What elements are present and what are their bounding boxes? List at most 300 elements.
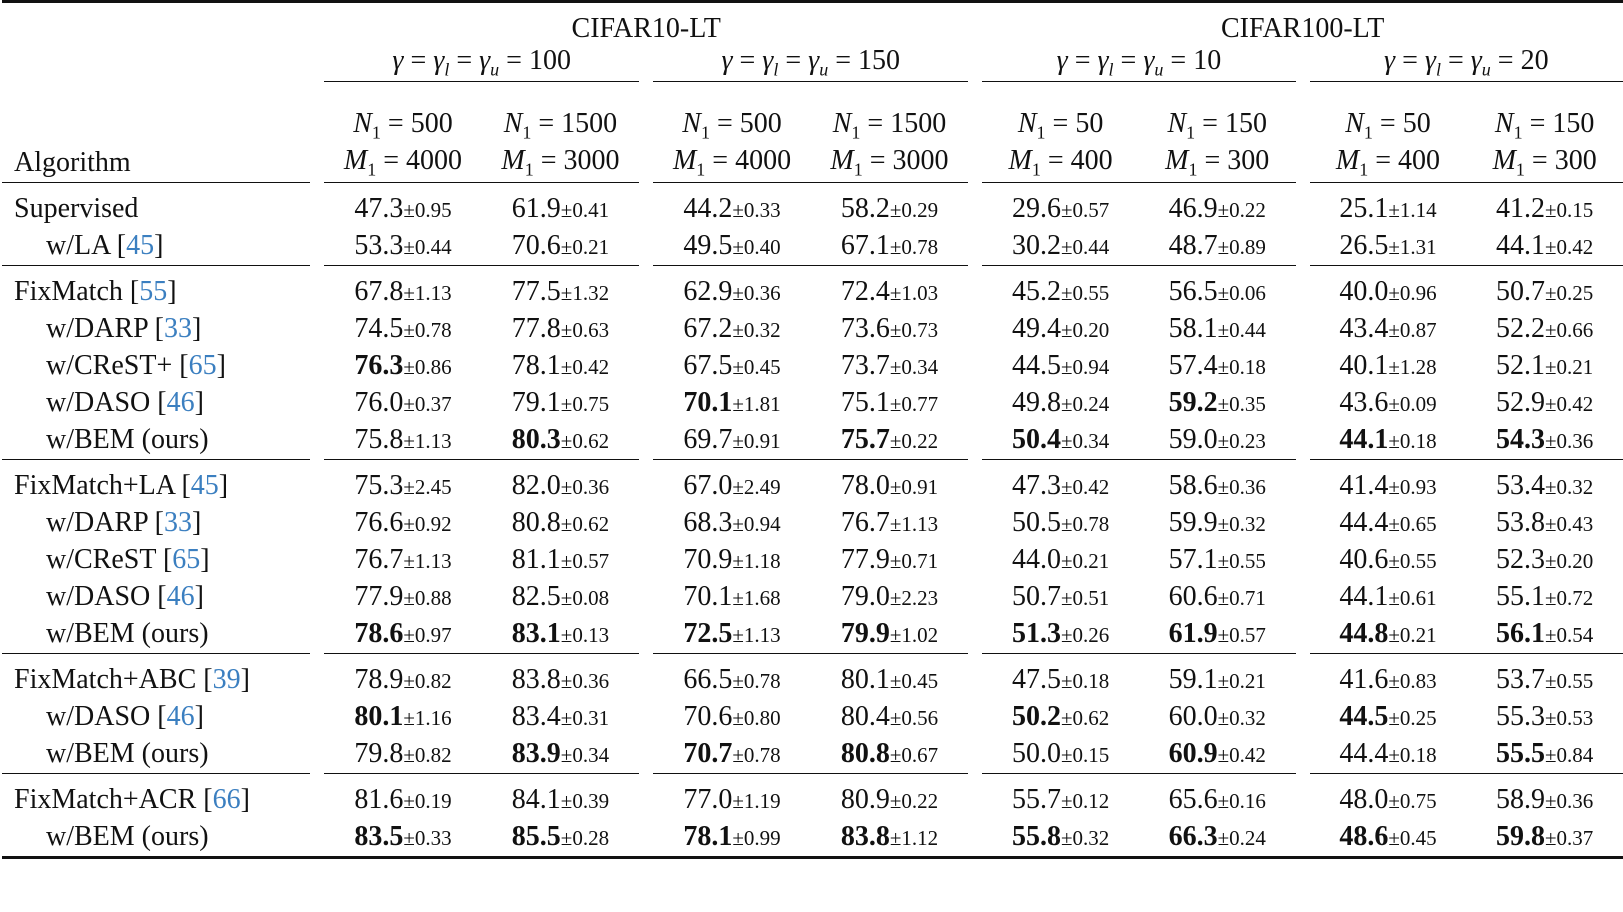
value: 77.9: [840, 544, 890, 576]
value: 75.8: [354, 424, 404, 456]
result-cell: [653, 468, 810, 505]
n1-header: $N_1 = 150$: [1167, 108, 1267, 143]
std-value: ±0.45: [732, 355, 781, 380]
value: 48.7: [1168, 230, 1218, 262]
std-value: ±0.65: [1388, 512, 1437, 537]
table-row: [2, 468, 1623, 505]
std-value: ±0.21: [1544, 355, 1594, 380]
n1-header: $N_1 = 150$: [1494, 108, 1595, 143]
best-value: 50.4: [1011, 424, 1061, 456]
std-value: ±1.13: [732, 623, 781, 648]
result-cell: [1139, 542, 1296, 579]
m1-value: 3000: [892, 144, 949, 176]
best-value: 50.2: [1011, 701, 1061, 733]
m1-value: 300: [1227, 144, 1270, 176]
std-value: ±0.45: [1388, 826, 1437, 851]
value: 82.0: [511, 470, 561, 502]
result-cell: [982, 782, 1139, 819]
std-value: ±0.37: [1544, 826, 1594, 851]
citation-link[interactable]: 39: [212, 664, 241, 696]
value: 49.8: [1011, 387, 1061, 419]
value: 81.1: [511, 544, 561, 576]
result-cell: [482, 505, 639, 542]
table-row: [2, 662, 1623, 699]
value: 72.4: [840, 276, 890, 308]
n1-value: 50: [1075, 108, 1104, 139]
m1-header: $M_1 = 300$: [1492, 144, 1597, 180]
value: 41.4: [1339, 470, 1389, 502]
std-value: ±0.22: [889, 789, 939, 814]
value: 62.9: [683, 276, 733, 308]
citation-link[interactable]: 55: [139, 276, 168, 308]
std-value: ±0.25: [1544, 281, 1594, 306]
value: 53.4: [1495, 470, 1545, 502]
std-value: ±0.15: [1060, 743, 1110, 768]
value: 80.8: [511, 507, 561, 539]
result-cell: [1466, 385, 1623, 422]
value: 79.1: [511, 387, 561, 419]
value: 41.2: [1495, 193, 1545, 225]
citation-link[interactable]: 65: [172, 544, 201, 576]
best-value: 78.6: [354, 618, 404, 650]
result-cell: [324, 422, 481, 460]
best-value: 59.8: [1495, 821, 1545, 853]
m1-header: $M_1 = 400$: [1335, 144, 1441, 180]
result-cell: [982, 311, 1139, 348]
std-value: ±0.42: [1544, 392, 1594, 417]
result-cell: [982, 274, 1139, 311]
best-value: 80.1: [354, 701, 404, 733]
results-table: [2, 0, 1623, 859]
value: 61.9: [511, 193, 561, 225]
result-cell: [982, 736, 1139, 774]
std-value: ±1.32: [560, 281, 610, 306]
result-cell: [324, 385, 481, 422]
result-cell: [653, 274, 810, 311]
std-value: ±0.37: [403, 392, 452, 417]
algorithm-cell: w/DASO [46]: [46, 701, 204, 733]
std-value: ±1.13: [403, 281, 452, 306]
value: 76.7: [354, 544, 404, 576]
citation-link[interactable]: 65: [188, 350, 217, 382]
std-value: ±0.08: [560, 586, 610, 611]
result-cell: [982, 228, 1139, 266]
result-cell: [482, 348, 639, 385]
std-value: ±0.18: [1060, 669, 1110, 694]
std-value: ±0.23: [1217, 429, 1266, 454]
value: 70.6: [511, 230, 561, 262]
value: 50.7: [1495, 276, 1545, 308]
m1-header: $M_1 = 3000$: [501, 144, 620, 180]
value: 67.2: [683, 313, 733, 345]
result-cell: [1466, 542, 1623, 579]
value: 58.2: [840, 193, 890, 225]
value: 67.5: [683, 350, 733, 382]
std-value: ±0.32: [732, 318, 781, 343]
result-cell: [982, 385, 1139, 422]
table-row: [2, 505, 1623, 542]
result-cell: [811, 274, 968, 311]
result-cell: [1310, 422, 1467, 460]
result-cell: [982, 662, 1139, 699]
best-value: 78.1: [683, 821, 733, 853]
std-value: ±0.61: [1388, 586, 1437, 611]
best-value: 44.1: [1339, 424, 1389, 456]
result-cell: [982, 191, 1139, 228]
result-cell: [324, 228, 481, 266]
value: 74.5: [354, 313, 404, 345]
result-cell: [811, 422, 968, 460]
value: 44.1: [1495, 230, 1545, 262]
algorithm-cell: w/CReST+ [65]: [46, 350, 226, 382]
algorithm-name: w/BEM (ours): [46, 738, 209, 770]
std-value: ±0.99: [732, 826, 781, 851]
std-value: ±0.73: [889, 318, 939, 343]
result-cell: [1466, 782, 1623, 819]
result-cell: [1310, 228, 1467, 266]
std-value: ±0.75: [560, 392, 610, 417]
table-row: [2, 819, 1623, 856]
result-cell: [1310, 616, 1467, 654]
std-value: ±0.84: [1544, 743, 1594, 768]
std-value: ±0.36: [1217, 475, 1266, 500]
gamma-value: 20: [1520, 45, 1549, 76]
result-cell: [811, 468, 968, 505]
value: 59.0: [1168, 424, 1218, 456]
std-value: ±0.91: [889, 475, 939, 500]
result-cell: [653, 736, 810, 774]
best-value: 55.8: [1011, 821, 1061, 853]
std-value: ±0.89: [1217, 235, 1266, 260]
result-cell: [982, 348, 1139, 385]
result-cell: [1466, 579, 1623, 616]
std-value: ±0.44: [1217, 318, 1266, 343]
result-cell: [1466, 616, 1623, 654]
result-cell: [982, 505, 1139, 542]
algorithm-cell: w/DASO [46]: [46, 387, 204, 419]
value: 75.1: [840, 387, 890, 419]
algorithm-name: w/DASO: [46, 581, 151, 613]
value: 50.0: [1011, 738, 1061, 770]
algorithm-name: w/DARP: [46, 313, 148, 345]
gamma-header: $\gamma = \gamma_l = \gamma_u = 100$: [324, 45, 639, 81]
citation-link[interactable]: 46: [166, 701, 195, 733]
m1-value: 400: [1070, 144, 1113, 176]
value: 40.1: [1339, 350, 1389, 382]
result-cell: [1139, 699, 1296, 736]
value: 84.1: [511, 784, 561, 816]
header-n1: [2, 94, 1623, 144]
std-value: ±2.23: [889, 586, 939, 611]
value: 68.3: [683, 507, 733, 539]
result-cell: [1310, 542, 1467, 579]
citation-link[interactable]: 46: [166, 387, 195, 419]
table-row: [2, 228, 1623, 266]
value: 44.2: [683, 193, 733, 225]
result-cell: [324, 579, 481, 616]
algorithm-header: Algorithm: [14, 146, 131, 178]
std-value: ±0.15: [1544, 198, 1594, 223]
citation-link[interactable]: 33: [163, 507, 192, 539]
result-cell: [324, 616, 481, 654]
best-value: 83.8: [840, 821, 890, 853]
n1-value: 1500: [890, 108, 947, 139]
value: 58.1: [1168, 313, 1218, 345]
std-value: ±0.62: [560, 429, 610, 454]
result-cell: [653, 505, 810, 542]
result-cell: [982, 422, 1139, 460]
result-cell: [324, 505, 481, 542]
value: 50.7: [1011, 581, 1061, 613]
best-value: 72.5: [683, 618, 733, 650]
result-cell: [1466, 348, 1623, 385]
value: 44.4: [1339, 507, 1389, 539]
best-value: 44.5: [1339, 701, 1389, 733]
result-cell: [1139, 505, 1296, 542]
algorithm-cell: [2, 819, 310, 856]
std-value: ±0.55: [1060, 281, 1110, 306]
value: 79.0: [840, 581, 890, 613]
gamma-value: 150: [858, 45, 900, 76]
result-cell: [811, 819, 968, 856]
std-value: ±0.42: [560, 355, 610, 380]
std-value: ±0.78: [889, 235, 939, 260]
table-row: [2, 699, 1623, 736]
result-cell: [324, 736, 481, 774]
result-cell: [482, 782, 639, 819]
std-value: ±0.51: [1060, 586, 1110, 611]
result-cell: [811, 385, 968, 422]
algorithm-cell: FixMatch+LA [45]: [14, 470, 229, 502]
std-value: ±0.97: [403, 623, 452, 648]
result-cell: [1310, 468, 1467, 505]
std-value: ±1.18: [732, 549, 781, 574]
std-value: ±0.94: [1060, 355, 1110, 380]
value: 80.4: [840, 701, 890, 733]
std-value: ±1.02: [889, 623, 939, 648]
result-cell: [1139, 616, 1296, 654]
dataset-title: CIFAR10-LT: [571, 13, 721, 44]
value: 76.7: [840, 507, 890, 539]
n1-header: $N_1 = 1500$: [503, 108, 618, 143]
n1-header: $N_1 = 1500$: [832, 108, 947, 143]
std-value: ±0.88: [403, 586, 452, 611]
algorithm-cell: [2, 616, 310, 654]
std-value: ±0.36: [1544, 789, 1594, 814]
std-value: ±0.94: [732, 512, 781, 537]
result-cell: [1139, 228, 1296, 266]
algorithm-name: w/BEM (ours): [46, 424, 209, 456]
std-value: ±0.75: [1388, 789, 1437, 814]
gamma-header: $\gamma = \gamma_l = \gamma_u = 20$: [1310, 45, 1623, 81]
table-row: [2, 616, 1623, 654]
result-cell: [811, 782, 968, 819]
value: 47.5: [1011, 664, 1061, 696]
result-cell: [482, 819, 639, 856]
value: 77.0: [683, 784, 733, 816]
std-value: ±0.21: [1217, 669, 1266, 694]
citation-link[interactable]: 66: [212, 784, 241, 816]
m1-header: $M_1 = 3000$: [830, 144, 949, 180]
std-value: ±0.28: [560, 826, 610, 851]
result-cell: [811, 662, 968, 699]
value: 57.4: [1168, 350, 1218, 382]
m1-value: 400: [1398, 144, 1441, 176]
best-value: 70.1: [683, 387, 733, 419]
citation-link[interactable]: 46: [166, 581, 195, 613]
n1-value: 500: [739, 108, 782, 139]
std-value: ±0.71: [1217, 586, 1266, 611]
std-value: ±0.34: [1060, 429, 1110, 454]
table-row: [2, 422, 1623, 460]
result-cell: [1310, 782, 1467, 819]
best-value: 51.3: [1011, 618, 1061, 650]
value: 50.5: [1011, 507, 1061, 539]
citation-link[interactable]: 45: [190, 470, 219, 502]
algorithm-name: w/CReST+: [46, 350, 173, 382]
n1-header: $N_1 = 500$: [682, 108, 782, 143]
std-value: ±0.43: [1544, 512, 1594, 537]
result-cell: [1310, 348, 1467, 385]
result-cell: [324, 191, 481, 228]
std-value: ±0.96: [1388, 281, 1437, 306]
result-cell: [1139, 422, 1296, 460]
header-m1: [2, 144, 1623, 183]
n1-value: 500: [410, 108, 453, 139]
algorithm-name: w/LA: [46, 230, 110, 262]
result-cell: [482, 662, 639, 699]
result-cell: [653, 542, 810, 579]
best-value: 59.2: [1168, 387, 1218, 419]
algorithm-name: w/DASO: [46, 701, 151, 733]
result-cell: [653, 228, 810, 266]
std-value: ±0.93: [1388, 475, 1437, 500]
algorithm-cell: w/CReST [65]: [46, 544, 210, 576]
result-cell: [811, 542, 968, 579]
std-value: ±0.62: [560, 512, 610, 537]
value: 30.2: [1011, 230, 1061, 262]
result-cell: [1139, 819, 1296, 856]
value: 76.6: [354, 507, 404, 539]
algorithm-cell: FixMatch [55]: [14, 276, 177, 308]
table-row: [2, 542, 1623, 579]
std-value: ±0.21: [1060, 549, 1110, 574]
std-value: ±0.41: [560, 198, 610, 223]
result-cell: [482, 274, 639, 311]
result-cell: [1310, 579, 1467, 616]
std-value: ±0.16: [1217, 789, 1266, 814]
value: 81.6: [354, 784, 404, 816]
result-cell: [324, 699, 481, 736]
result-cell: [653, 422, 810, 460]
result-cell: [982, 468, 1139, 505]
value: 44.4: [1339, 738, 1389, 770]
best-value: 80.3: [511, 424, 561, 456]
citation-link[interactable]: 45: [126, 230, 155, 262]
result-cell: [482, 422, 639, 460]
value: 83.4: [511, 701, 561, 733]
std-value: ±0.22: [1217, 198, 1266, 223]
algorithm-name: w/CReST: [46, 544, 156, 576]
citation-link[interactable]: 33: [163, 313, 192, 345]
std-value: ±0.36: [560, 475, 610, 500]
result-cell: [982, 616, 1139, 654]
m1-value: 3000: [563, 144, 620, 176]
result-cell: [1139, 385, 1296, 422]
n1-value: 1500: [561, 108, 618, 139]
dataset-title: CIFAR100-LT: [1220, 13, 1385, 44]
n1-value: 150: [1224, 108, 1267, 139]
best-value: 54.3: [1495, 424, 1545, 456]
std-value: ±0.40: [732, 235, 781, 260]
value: 53.7: [1495, 664, 1545, 696]
std-value: ±0.67: [889, 743, 939, 768]
result-cell: [982, 699, 1139, 736]
value: 60.0: [1168, 701, 1218, 733]
value: 79.8: [354, 738, 404, 770]
best-value: 83.1: [511, 618, 561, 650]
algorithm-name: FixMatch: [14, 276, 123, 308]
table-row: [2, 579, 1623, 616]
algorithm-cell: w/DASO [46]: [46, 581, 204, 613]
std-value: ±0.18: [1388, 429, 1437, 454]
result-cell: [482, 736, 639, 774]
std-value: ±1.13: [403, 429, 452, 454]
result-cell: [482, 468, 639, 505]
m1-header: $M_1 = 4000$: [343, 144, 463, 180]
std-value: ±0.63: [560, 318, 610, 343]
table-rule: [2, 856, 1623, 858]
value: 43.4: [1339, 313, 1389, 345]
std-value: ±1.03: [889, 281, 939, 306]
result-cell: [653, 191, 810, 228]
std-value: ±0.91: [732, 429, 781, 454]
std-value: ±2.49: [732, 475, 781, 500]
std-value: ±0.20: [1060, 318, 1110, 343]
std-value: ±1.31: [1388, 235, 1437, 260]
result-cell: [811, 191, 968, 228]
value: 75.3: [354, 470, 404, 502]
algorithm-cell: w/LA [45]: [46, 230, 164, 262]
std-value: ±0.92: [403, 512, 452, 537]
std-value: ±1.19: [732, 789, 781, 814]
std-value: ±0.80: [732, 706, 781, 731]
value: 65.6: [1168, 784, 1218, 816]
best-value: 83.9: [511, 738, 561, 770]
best-value: 75.7: [840, 424, 890, 456]
std-value: ±0.82: [403, 743, 452, 768]
std-value: ±1.68: [732, 586, 781, 611]
n1-value: 50: [1402, 108, 1431, 139]
value: 78.0: [840, 470, 890, 502]
std-value: ±0.24: [1060, 392, 1110, 417]
result-cell: [482, 542, 639, 579]
result-cell: [982, 819, 1139, 856]
std-value: ±0.31: [560, 706, 610, 731]
algorithm-name: Supervised: [14, 193, 139, 225]
std-value: ±0.12: [1060, 789, 1110, 814]
std-value: ±1.12: [889, 826, 939, 851]
value: 73.6: [840, 313, 890, 345]
result-cell: [324, 468, 481, 505]
result-cell: [1139, 274, 1296, 311]
algorithm-name: w/BEM (ours): [46, 618, 209, 650]
result-cell: [982, 542, 1139, 579]
gamma-header: $\gamma = \gamma_l = \gamma_u = 150$: [653, 45, 968, 81]
value: 41.6: [1339, 664, 1389, 696]
best-value: 66.3: [1168, 821, 1218, 853]
result-cell: [324, 348, 481, 385]
